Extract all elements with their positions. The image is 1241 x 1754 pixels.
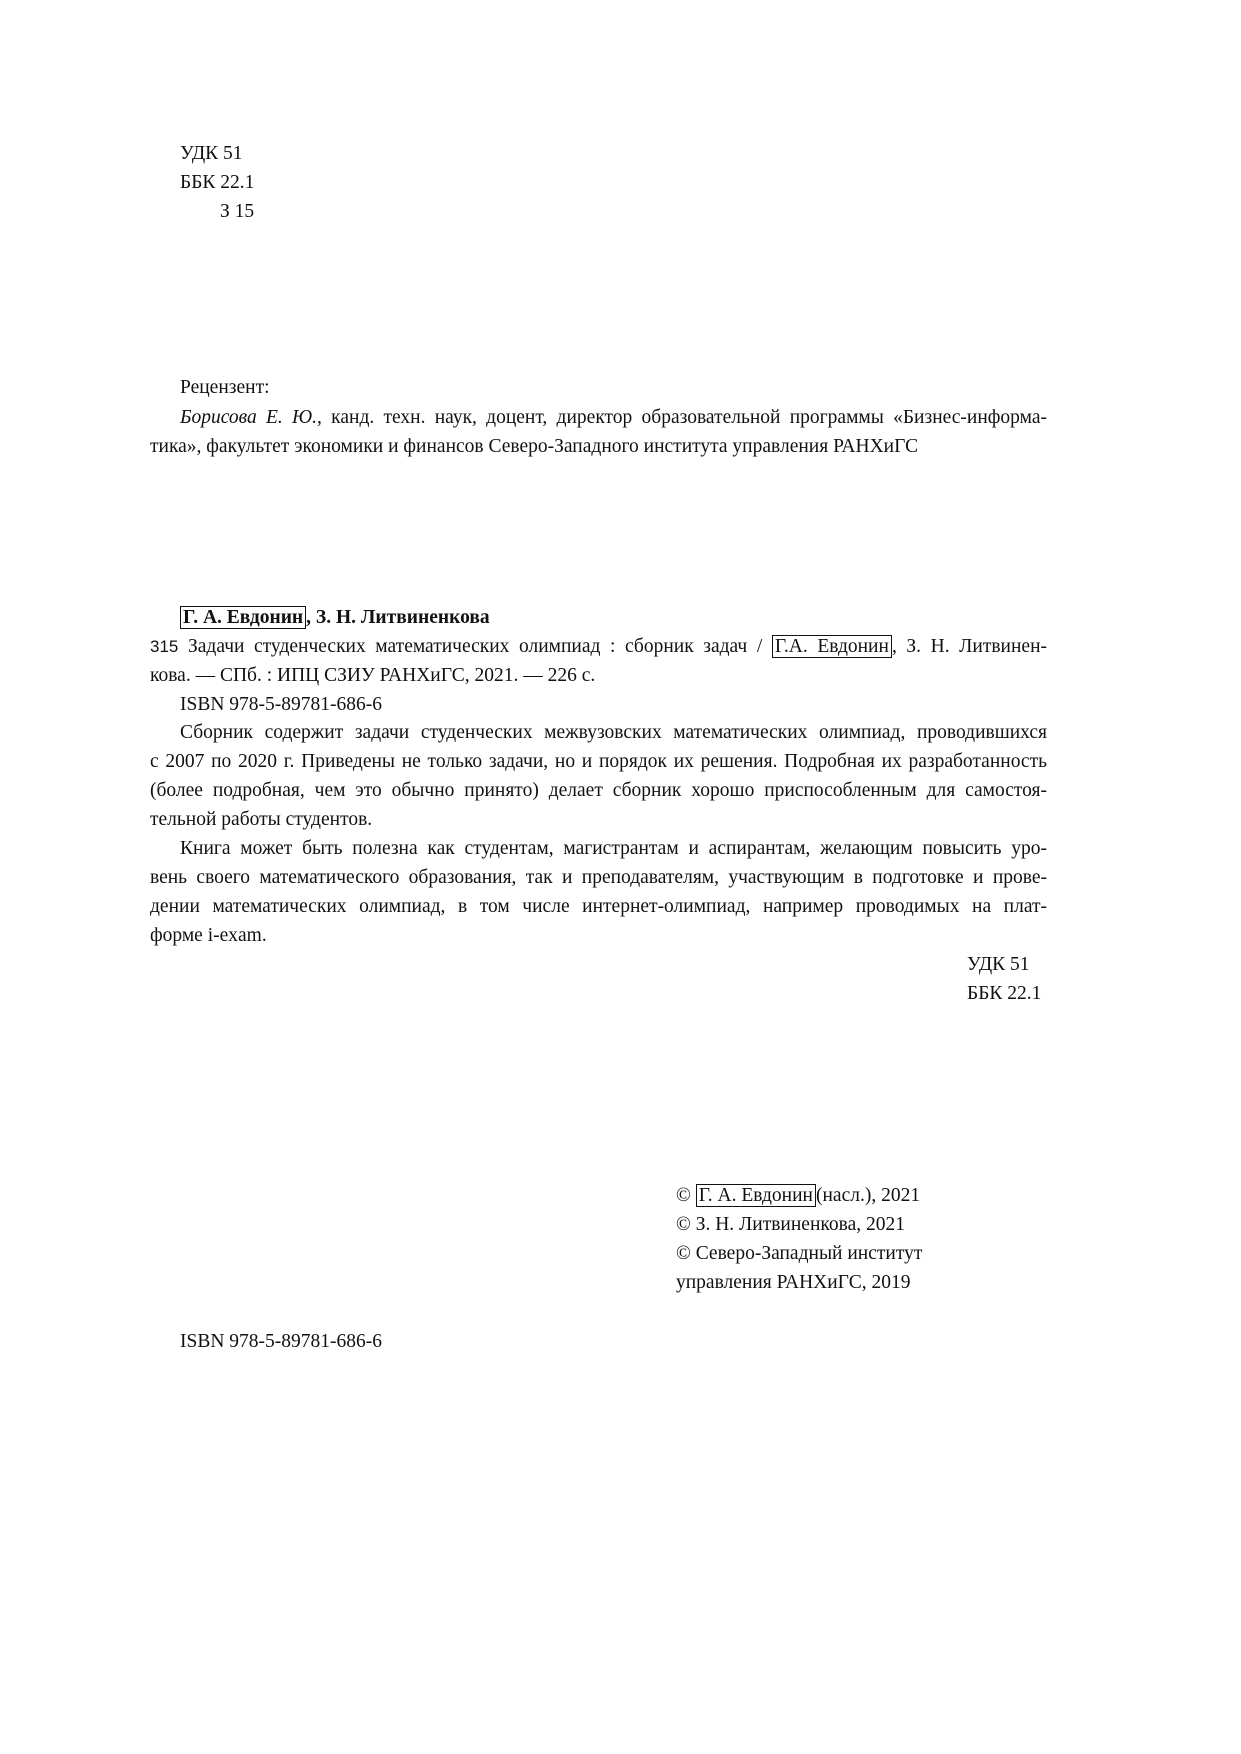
authors-heading: [180, 603, 490, 632]
reviewer-line-2: тика», факультет экономики и финансов Северо-Западного института управления РАНХиГС: [150, 436, 919, 457]
title-author-framed: Г.А. Евдонин: [772, 635, 892, 658]
abstract-p2-line-3: дении математических олимпиад, в том числе интернет-олимпиад, например проводимых на плат-: [150, 896, 1047, 917]
footer-isbn: ISBN 978-5-89781-686-6: [180, 1331, 383, 1352]
reviewer-label: Рецензент:: [180, 377, 270, 398]
author-1-framed: Г. А. Евдонин: [180, 606, 306, 629]
copyright-symbol: ©: [676, 1185, 696, 1206]
abstract-p2-line-2: вень своего математического образования, так и преподавателям, участвующим в подготовке и прове-: [150, 867, 1047, 888]
abstract-p1-line-1: Сборник содержит задачи студенческих межвузовских математических олимпиад, проводившихся: [180, 722, 1047, 743]
copyright-line-4: управления РАНХиГС, 2019: [676, 1272, 911, 1293]
abstract-p2-line-4: форме i-exam.: [150, 925, 267, 946]
reviewer-credentials: , канд. техн. наук, доцент, директор образовательной программы «Бизнес-информа-: [317, 407, 1047, 428]
title-line-2: кова. — СПб. : ИПЦ СЗИУ РАНХиГС, 2021. — 226 с.: [150, 665, 596, 686]
title-line-1: [150, 632, 1047, 661]
copyright-line-1: [676, 1181, 920, 1210]
udk-bottom: УДК 51: [967, 954, 1030, 975]
abstract-p1-line-3: (более подробная, чем это обычно принято) делает сборник хорошо приспособленным для самостоя-: [150, 780, 1047, 801]
title-coauthor: , З. Н. Литвинен-: [891, 636, 1048, 657]
bbk-top: ББК 22.1: [180, 172, 255, 193]
reviewer-line-1: [150, 403, 1047, 432]
abstract-p1-line-2: с 2007 по 2020 г. Приведены не только задачи, но и порядок их решения. Подробная их разработанность: [150, 751, 1047, 772]
copyright-suffix: (насл.), 2021: [815, 1185, 921, 1206]
title-text: Задачи студенческих математических олимпиад : сборник задач /: [187, 636, 772, 657]
bbk-bottom: ББК 22.1: [967, 983, 1042, 1004]
author-2: , З. Н. Литвиненкова: [306, 607, 490, 628]
book-code: 315: [150, 637, 179, 656]
copyright-line-3: © Северо-Западный институт: [676, 1243, 923, 1264]
isbn-line: ISBN 978-5-89781-686-6: [180, 694, 383, 715]
abstract-p1-line-4: тельной работы студентов.: [150, 809, 373, 830]
author-mark: З 15: [220, 201, 255, 222]
abstract-p2-line-1: Книга может быть полезна как студентам, магистрантам и аспирантам, желающим повысить уро-: [180, 838, 1047, 859]
copyright-line-2: © З. Н. Литвиненкова, 2021: [676, 1214, 905, 1235]
udk-top: УДК 51: [180, 143, 243, 164]
copyright-author-framed: Г. А. Евдонин: [696, 1184, 816, 1207]
reviewer-name: Борисова Е. Ю.: [180, 407, 318, 428]
